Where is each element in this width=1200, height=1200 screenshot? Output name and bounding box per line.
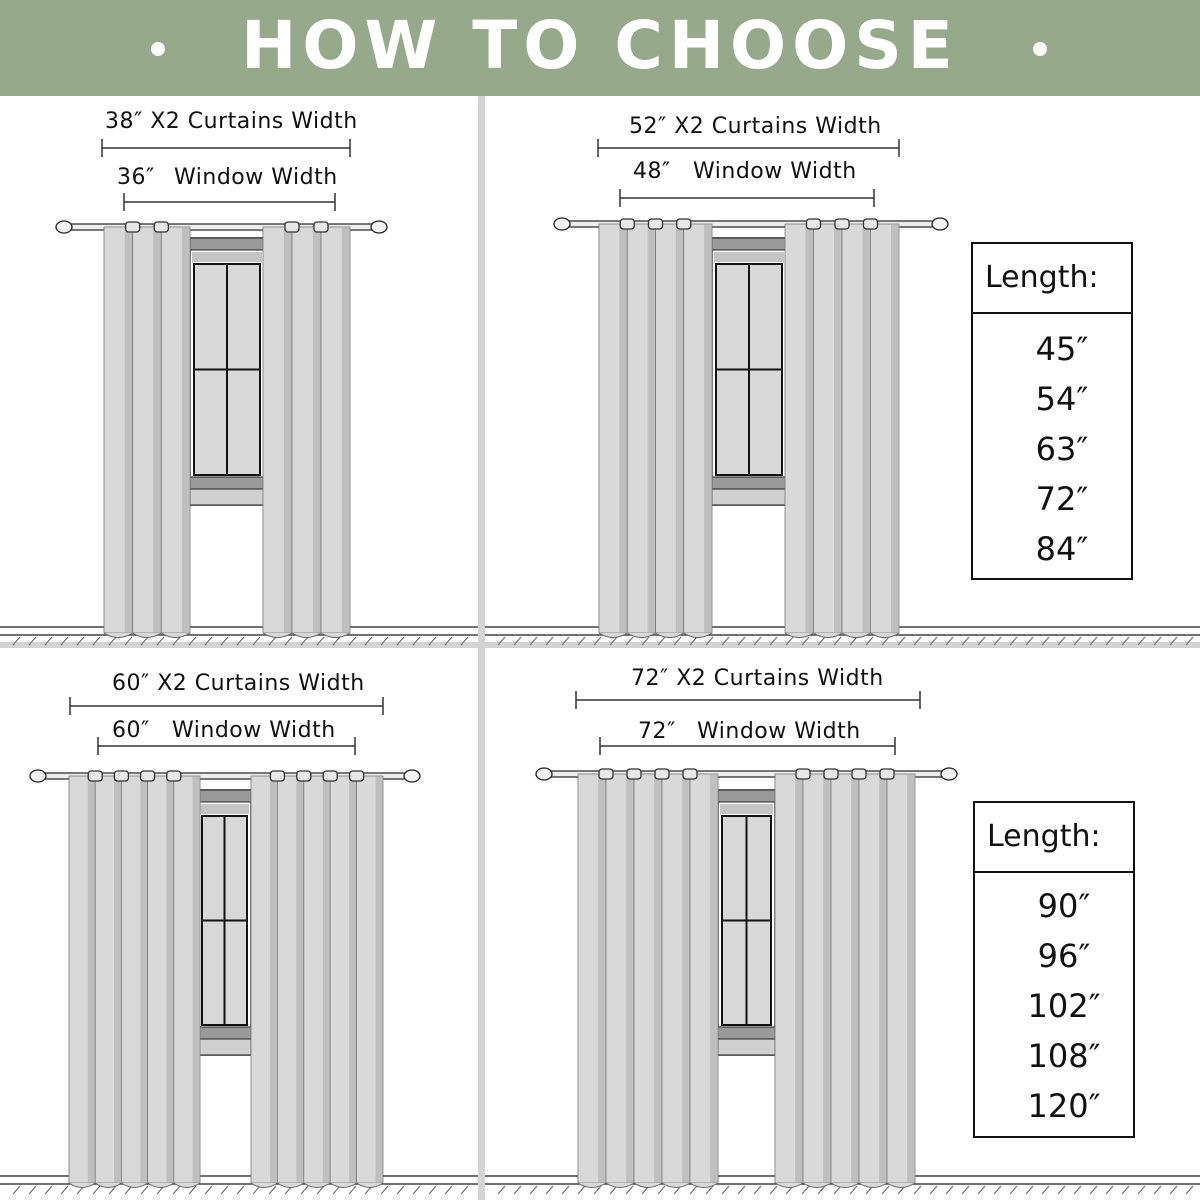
curtain-panel: [599, 219, 712, 638]
floor-hatch: [45, 1186, 52, 1194]
curtain-width-dimension-2: [598, 139, 899, 157]
length-value: 90″: [1037, 887, 1091, 925]
floor-hatch: [1074, 1186, 1081, 1194]
floor-hatch: [738, 1186, 745, 1194]
floor-hatch: [189, 637, 196, 645]
window: [718, 790, 775, 1055]
curtain-hem: [174, 1183, 200, 1188]
floor-hatch: [690, 637, 697, 645]
curtain-hem: [104, 633, 133, 638]
curtain-fold-shadow: [182, 227, 190, 633]
rod-finial: [30, 770, 46, 782]
floor-hatch: [365, 637, 372, 645]
floor-hatch: [1042, 1186, 1049, 1194]
floor-hatch: [850, 637, 857, 645]
length-value: 45″: [1035, 330, 1089, 368]
length-value: 54″: [1035, 380, 1089, 418]
floor-hatch: [157, 637, 164, 645]
floor-hatch: [946, 1186, 953, 1194]
floor-hatch: [1154, 637, 1161, 645]
floor-hatch: [429, 1186, 436, 1194]
curtain-fold-shadow: [907, 774, 915, 1183]
floor-hatch: [1090, 1186, 1097, 1194]
floor-hatch: [882, 637, 889, 645]
curtain-width-dimension-4: [576, 691, 920, 709]
rod-finial: [932, 218, 948, 230]
floor-hatch: [978, 637, 985, 645]
curtain-fold-shadow: [795, 774, 803, 1183]
floor-hatch: [381, 1186, 388, 1194]
floor-hatch: [1010, 637, 1017, 645]
grommet: [864, 219, 878, 229]
curtain-hem: [69, 1183, 95, 1188]
curtain-width-label-3: 60″ X2 Curtains Width: [112, 671, 365, 696]
curtain-panel: [104, 222, 190, 638]
grommet: [88, 771, 102, 781]
floor-hatch: [946, 637, 953, 645]
floor-hatch: [445, 1186, 452, 1194]
floor-hatch: [626, 637, 633, 645]
curtain-fold-shadow: [834, 224, 842, 633]
floor-hatch: [994, 637, 1001, 645]
floor-hatch: [1090, 637, 1097, 645]
floor-hatch: [642, 637, 649, 645]
page-title: HOW TO CHOOSE: [241, 7, 959, 84]
floor-hatch: [141, 637, 148, 645]
floor-hatch: [1122, 637, 1129, 645]
curtain-fold-shadow: [153, 227, 161, 633]
floor-hatch: [994, 1186, 1001, 1194]
curtain-fold-shadow: [879, 774, 887, 1183]
window-width-number-4: 72″: [638, 719, 676, 744]
floor-hatch: [45, 637, 52, 645]
floor-hatch: [1010, 1186, 1017, 1194]
floor-hatch: [514, 1186, 521, 1194]
curtain-fold-shadow: [598, 774, 606, 1183]
window-header: [190, 238, 264, 250]
curtain-fold-shadow: [296, 776, 303, 1183]
curtain-fold-shadow: [88, 776, 95, 1183]
floor-hatch: [269, 1186, 276, 1194]
floor-hatch: [93, 637, 100, 645]
floor-hatch: [1170, 637, 1177, 645]
curtain-fold-shadow: [140, 776, 147, 1183]
floor-hatch: [530, 637, 537, 645]
floor-hatch: [578, 637, 585, 645]
grommet: [824, 769, 838, 779]
window-header-shade: [200, 804, 249, 814]
floor-hatch: [770, 637, 777, 645]
rod-finial: [56, 221, 72, 233]
curtain-panel: [775, 769, 915, 1188]
window-sill-base: [718, 1039, 775, 1055]
floor-hatch: [626, 1186, 633, 1194]
window-width-label-1: Window Width: [174, 165, 338, 190]
floor-hatch: [349, 1186, 356, 1194]
grommet: [323, 771, 337, 781]
rod-finial: [554, 218, 570, 230]
curtain-panel: [69, 771, 200, 1188]
floor-hatch: [706, 637, 713, 645]
window-width-dimension-1: [124, 193, 335, 211]
floor-hatch: [978, 1186, 985, 1194]
floor-hatch: [397, 637, 404, 645]
curtain-hem: [357, 1183, 383, 1188]
floor-hatch: [674, 637, 681, 645]
rod-finial: [536, 768, 552, 780]
floor-hatch: [754, 637, 761, 645]
curtain-hem: [277, 1183, 303, 1188]
floor-hatch: [125, 637, 132, 645]
floor-hatch: [1106, 1186, 1113, 1194]
window-header-shade: [720, 804, 773, 814]
floor-hatch: [1042, 637, 1049, 645]
floor-hatch: [269, 637, 276, 645]
window-width-label-3: Window Width: [172, 718, 336, 743]
curtain-fold-shadow: [376, 776, 383, 1183]
curtain-fold-shadow: [114, 776, 121, 1183]
curtain-fold-shadow: [823, 774, 831, 1183]
curtain-hem: [121, 1183, 147, 1188]
curtain-panel: [263, 222, 350, 638]
curtain-fold-shadow: [284, 227, 292, 633]
curtain-hem: [831, 1183, 859, 1188]
curtain-hem: [321, 633, 350, 638]
floor-hatch: [722, 637, 729, 645]
grommet: [167, 771, 181, 781]
floor-hatch: [962, 1186, 969, 1194]
rod-finial: [404, 770, 420, 782]
grommet: [852, 769, 866, 779]
floor-hatch: [562, 1186, 569, 1194]
curtain-hem: [871, 633, 900, 638]
rod-finial: [941, 768, 957, 780]
grommet: [126, 222, 140, 232]
window-header-shade: [714, 252, 784, 262]
floor-hatch: [237, 637, 244, 645]
floor-hatch: [962, 637, 969, 645]
floor-hatch: [658, 637, 665, 645]
floor-hatch: [610, 637, 617, 645]
curtain-hem: [887, 1183, 915, 1188]
floor-hatch: [498, 637, 505, 645]
floor-hatch: [13, 1186, 20, 1194]
floor-hatch: [658, 1186, 665, 1194]
floor-hatch: [93, 1186, 100, 1194]
window-width-label-4: Window Width: [697, 719, 861, 744]
curtain-hem: [656, 633, 684, 638]
window: [712, 238, 786, 505]
grommet: [141, 771, 155, 781]
floor-hatch: [61, 1186, 68, 1194]
grommet: [655, 769, 669, 779]
floor-hatch: [221, 637, 228, 645]
floor-hatch: [1138, 1186, 1145, 1194]
floor-hatch: [1026, 1186, 1033, 1194]
curtain-hem: [627, 633, 655, 638]
grommet: [677, 219, 691, 229]
floor-hatch: [205, 1186, 212, 1194]
curtain-hem: [684, 633, 712, 638]
floor-hatch: [770, 1186, 777, 1194]
floor-hatch: [514, 637, 521, 645]
grommet: [285, 222, 299, 232]
curtain-fold-shadow: [891, 224, 899, 633]
floor-hatch: [1170, 1186, 1177, 1194]
grommet: [880, 769, 894, 779]
curtain-hem: [251, 1183, 277, 1188]
curtain-fold-shadow: [851, 774, 859, 1183]
floor-hatch: [546, 637, 553, 645]
floor-hatch: [834, 637, 841, 645]
curtain-panel: [578, 769, 718, 1188]
length-table-2: [973, 801, 1135, 1138]
floor-hatch: [866, 637, 873, 645]
curtain-fold-shadow: [682, 774, 690, 1183]
floor-hatch: [1058, 1186, 1065, 1194]
rod-finial: [371, 221, 387, 233]
floor-hatch: [29, 1186, 36, 1194]
window-header: [712, 238, 786, 250]
curtain-width-dimension-1: [102, 139, 350, 157]
grommet: [649, 219, 663, 229]
curtain-hem: [161, 633, 190, 638]
floor-hatch: [530, 1186, 537, 1194]
floor-hatch: [786, 637, 793, 645]
floor-hatch: [562, 637, 569, 645]
grommet: [114, 771, 128, 781]
floor-hatch: [29, 637, 36, 645]
curtain-width-label-2: 52″ X2 Curtains Width: [629, 114, 882, 139]
grommet: [835, 219, 849, 229]
window-sill-base: [198, 1039, 251, 1055]
floor-hatch: [317, 637, 324, 645]
curtain-hem: [606, 1183, 634, 1188]
curtain-hem: [578, 1183, 606, 1188]
floor-hatch: [850, 1186, 857, 1194]
floor-hatch: [285, 637, 292, 645]
curtain-fold-shadow: [654, 774, 662, 1183]
floor-hatch: [1058, 637, 1065, 645]
window-sill-base: [712, 489, 786, 505]
curtain-hem: [842, 633, 871, 638]
curtain-hem: [690, 1183, 718, 1188]
floor-hatch: [61, 637, 68, 645]
curtain-hem: [662, 1183, 690, 1188]
curtain-width-label-1: 38″ X2 Curtains Width: [105, 109, 358, 134]
curtain-hem: [148, 1183, 174, 1188]
floor-hatch: [498, 1186, 505, 1194]
floor-hatch: [802, 637, 809, 645]
floor-hatch: [173, 1186, 180, 1194]
curtain-width-label-4: 72″ X2 Curtains Width: [631, 666, 884, 691]
window-sill: [718, 1027, 775, 1039]
curtain-fold-shadow: [676, 224, 684, 633]
window-sill: [190, 477, 264, 489]
window: [198, 790, 251, 1055]
floor-hatch: [413, 1186, 420, 1194]
curtain-fold-shadow: [648, 224, 656, 633]
grommet: [314, 222, 328, 232]
floor-hatch: [754, 1186, 761, 1194]
curtain-width-dimension-3: [70, 697, 383, 715]
length-value: 108″: [1027, 1037, 1101, 1075]
window-width-dimension-2: [620, 189, 874, 207]
floor-hatch: [898, 637, 905, 645]
floor-hatch: [461, 1186, 468, 1194]
curtain-hem: [803, 1183, 831, 1188]
floor-hatch: [1138, 637, 1145, 645]
window: [190, 238, 264, 505]
curtain-fold-shadow: [710, 774, 718, 1183]
floor-hatch: [1106, 637, 1113, 645]
curtain-hem: [634, 1183, 662, 1188]
curtain-fold-shadow: [125, 227, 133, 633]
grommet: [807, 219, 821, 229]
grommet: [620, 219, 634, 229]
floor-hatch: [802, 1186, 809, 1194]
floor-hatch: [1154, 1186, 1161, 1194]
grommet: [599, 769, 613, 779]
floor-hatch: [253, 637, 260, 645]
window-header: [198, 790, 251, 802]
floor-hatch: [914, 637, 921, 645]
floor-hatch: [397, 1186, 404, 1194]
floor-hatch: [141, 1186, 148, 1194]
floor-hatch: [738, 637, 745, 645]
length-value: 72″: [1035, 480, 1089, 518]
curtain-fold-shadow: [193, 776, 200, 1183]
length-value: 102″: [1027, 987, 1101, 1025]
floor-hatch: [333, 637, 340, 645]
curtain-hem: [814, 633, 843, 638]
floor-hatch: [930, 1186, 937, 1194]
window-width-label-2: Window Width: [693, 159, 857, 184]
window-width-number-3: 60″: [112, 718, 150, 743]
curtain-fold-shadow: [619, 224, 627, 633]
floor-hatch: [173, 637, 180, 645]
curtain-fold-shadow: [313, 227, 321, 633]
curtain-fold-shadow: [349, 776, 356, 1183]
curtain-panel: [251, 771, 383, 1188]
window-width-number-2: 48″: [633, 159, 671, 184]
curtain-fold-shadow: [323, 776, 330, 1183]
floor-hatch: [237, 1186, 244, 1194]
floor-hatch: [546, 1186, 553, 1194]
curtain-fold-shadow: [626, 774, 634, 1183]
length-heading-1: Length:: [973, 244, 1131, 314]
curtain-hem: [859, 1183, 887, 1188]
floor-hatch: [109, 637, 116, 645]
floor-hatch: [1122, 1186, 1129, 1194]
curtain-panel: [785, 219, 899, 638]
grommet: [297, 771, 311, 781]
curtain-fold-shadow: [806, 224, 814, 633]
floor-hatch: [381, 637, 388, 645]
floor-hatch: [445, 637, 452, 645]
floor-hatch: [930, 637, 937, 645]
window-sill: [712, 477, 786, 489]
floor-hatch: [818, 637, 825, 645]
length-value: 63″: [1035, 430, 1089, 468]
floor-hatch: [1186, 1186, 1193, 1194]
length-value: 96″: [1037, 937, 1091, 975]
floor-hatch: [1074, 637, 1081, 645]
grommet: [154, 222, 168, 232]
floor-hatch: [413, 637, 420, 645]
grommet: [627, 769, 641, 779]
floor-hatch: [914, 1186, 921, 1194]
floor-hatch: [1186, 637, 1193, 645]
floor-hatch: [205, 637, 212, 645]
window-header: [718, 790, 775, 802]
length-value: 84″: [1035, 530, 1089, 568]
length-table-1: [971, 242, 1133, 580]
floor-hatch: [578, 1186, 585, 1194]
window-sill: [198, 1027, 251, 1039]
length-heading-2: Length:: [975, 803, 1133, 873]
curtain-hem: [330, 1183, 356, 1188]
curtain-hem: [133, 633, 162, 638]
floor-hatch: [882, 1186, 889, 1194]
curtain-hem: [775, 1183, 803, 1188]
floor-hatch: [429, 637, 436, 645]
curtain-hem: [785, 633, 814, 638]
floor-hatch: [301, 1186, 308, 1194]
floor-hatch: [1026, 637, 1033, 645]
curtain-fold-shadow: [166, 776, 173, 1183]
floor-hatch: [461, 637, 468, 645]
curtain-fold-shadow: [704, 224, 712, 633]
curtain-hem: [263, 633, 292, 638]
floor-hatch: [722, 1186, 729, 1194]
curtain-fold-shadow: [342, 227, 350, 633]
floor-hatch: [13, 637, 20, 645]
floor-hatch: [77, 637, 84, 645]
floor-hatch: [690, 1186, 697, 1194]
curtain-fold-shadow: [863, 224, 871, 633]
curtain-hem: [292, 633, 321, 638]
floor: [0, 627, 478, 645]
grommet: [796, 769, 810, 779]
window-width-number-1: 36″: [117, 165, 155, 190]
grommet: [350, 771, 364, 781]
floor-hatch: [301, 637, 308, 645]
window-sill-base: [190, 489, 264, 505]
floor-hatch: [594, 637, 601, 645]
floor-hatch: [349, 637, 356, 645]
floor-hatch: [221, 1186, 228, 1194]
length-value: 120″: [1027, 1087, 1101, 1125]
grommet: [683, 769, 697, 779]
curtain-fold-shadow: [270, 776, 277, 1183]
window-header-shade: [192, 252, 262, 262]
grommet: [270, 771, 284, 781]
curtain-hem: [599, 633, 627, 638]
